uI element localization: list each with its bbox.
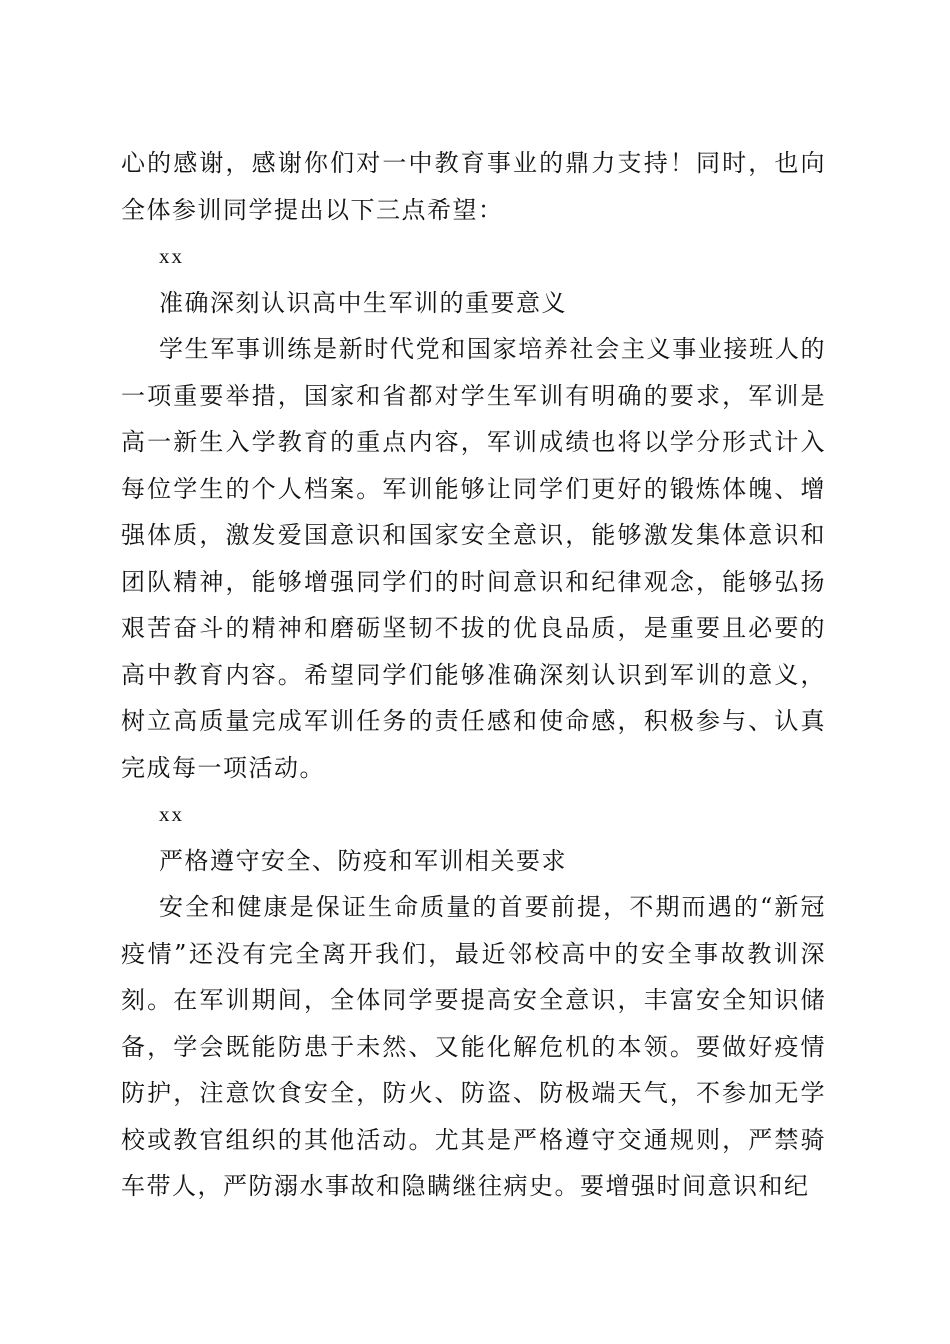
intro-paragraph: 心的感谢，感谢你们对一中教育事业的鼎力支持！同时，也向全体参训同学提出以下三点希望： xyxy=(121,149,826,224)
section-heading: 严格遵守安全、防疫和军训相关要求 xyxy=(159,846,567,875)
document-body xyxy=(121,140,826,1210)
section-marker: xx xyxy=(159,802,184,826)
section-heading: 准确深刻认识高中生军训的重要意义 xyxy=(159,288,567,317)
section-body: 安全和健康是保证生命质量的首要前提，不期而遇的“新冠疫情”还没有完全离开我们，最近邻校高中的安全事故教训深刻。在军训期间，全体同学要提高安全意识，丰富安全知识储备，学会既能防患于未然、又能化解危机的本领。要做好疫情防护，注意饮食安全，防火、防盗、防极端天气，不参加无学校或教官组织的其他活动。尤其是严格遵守交通规则，严禁骑车带人，严防溺水事故和隐瞒继往病史。要增强时间意识和纪 xyxy=(121,893,826,1200)
section-body: 学生军事训练是新时代党和国家培养社会主义事业接班人的一项重要举措，国家和省都对学生军训有明确的要求，军训是高一新生入学教育的重点内容，军训成绩也将以学分形式计入每位学生的个人档案。军训能够让同学们更好的锻炼体魄、增强体质，激发爱国意识和国家安全意识，能够激发集体意识和团队精神，能够增强同学们的时间意识和纪律观念，能够弘扬艰苦奋斗的精神和磨砺坚韧不拔的优良品质，是重要且必要的高中教育内容。希望同学们能够准确深刻认识到军训的意义，树立高质量完成军训任务的责任感和使命感，积极参与、认真完成每一项活动。 xyxy=(121,335,826,782)
section-marker: xx xyxy=(159,244,184,268)
